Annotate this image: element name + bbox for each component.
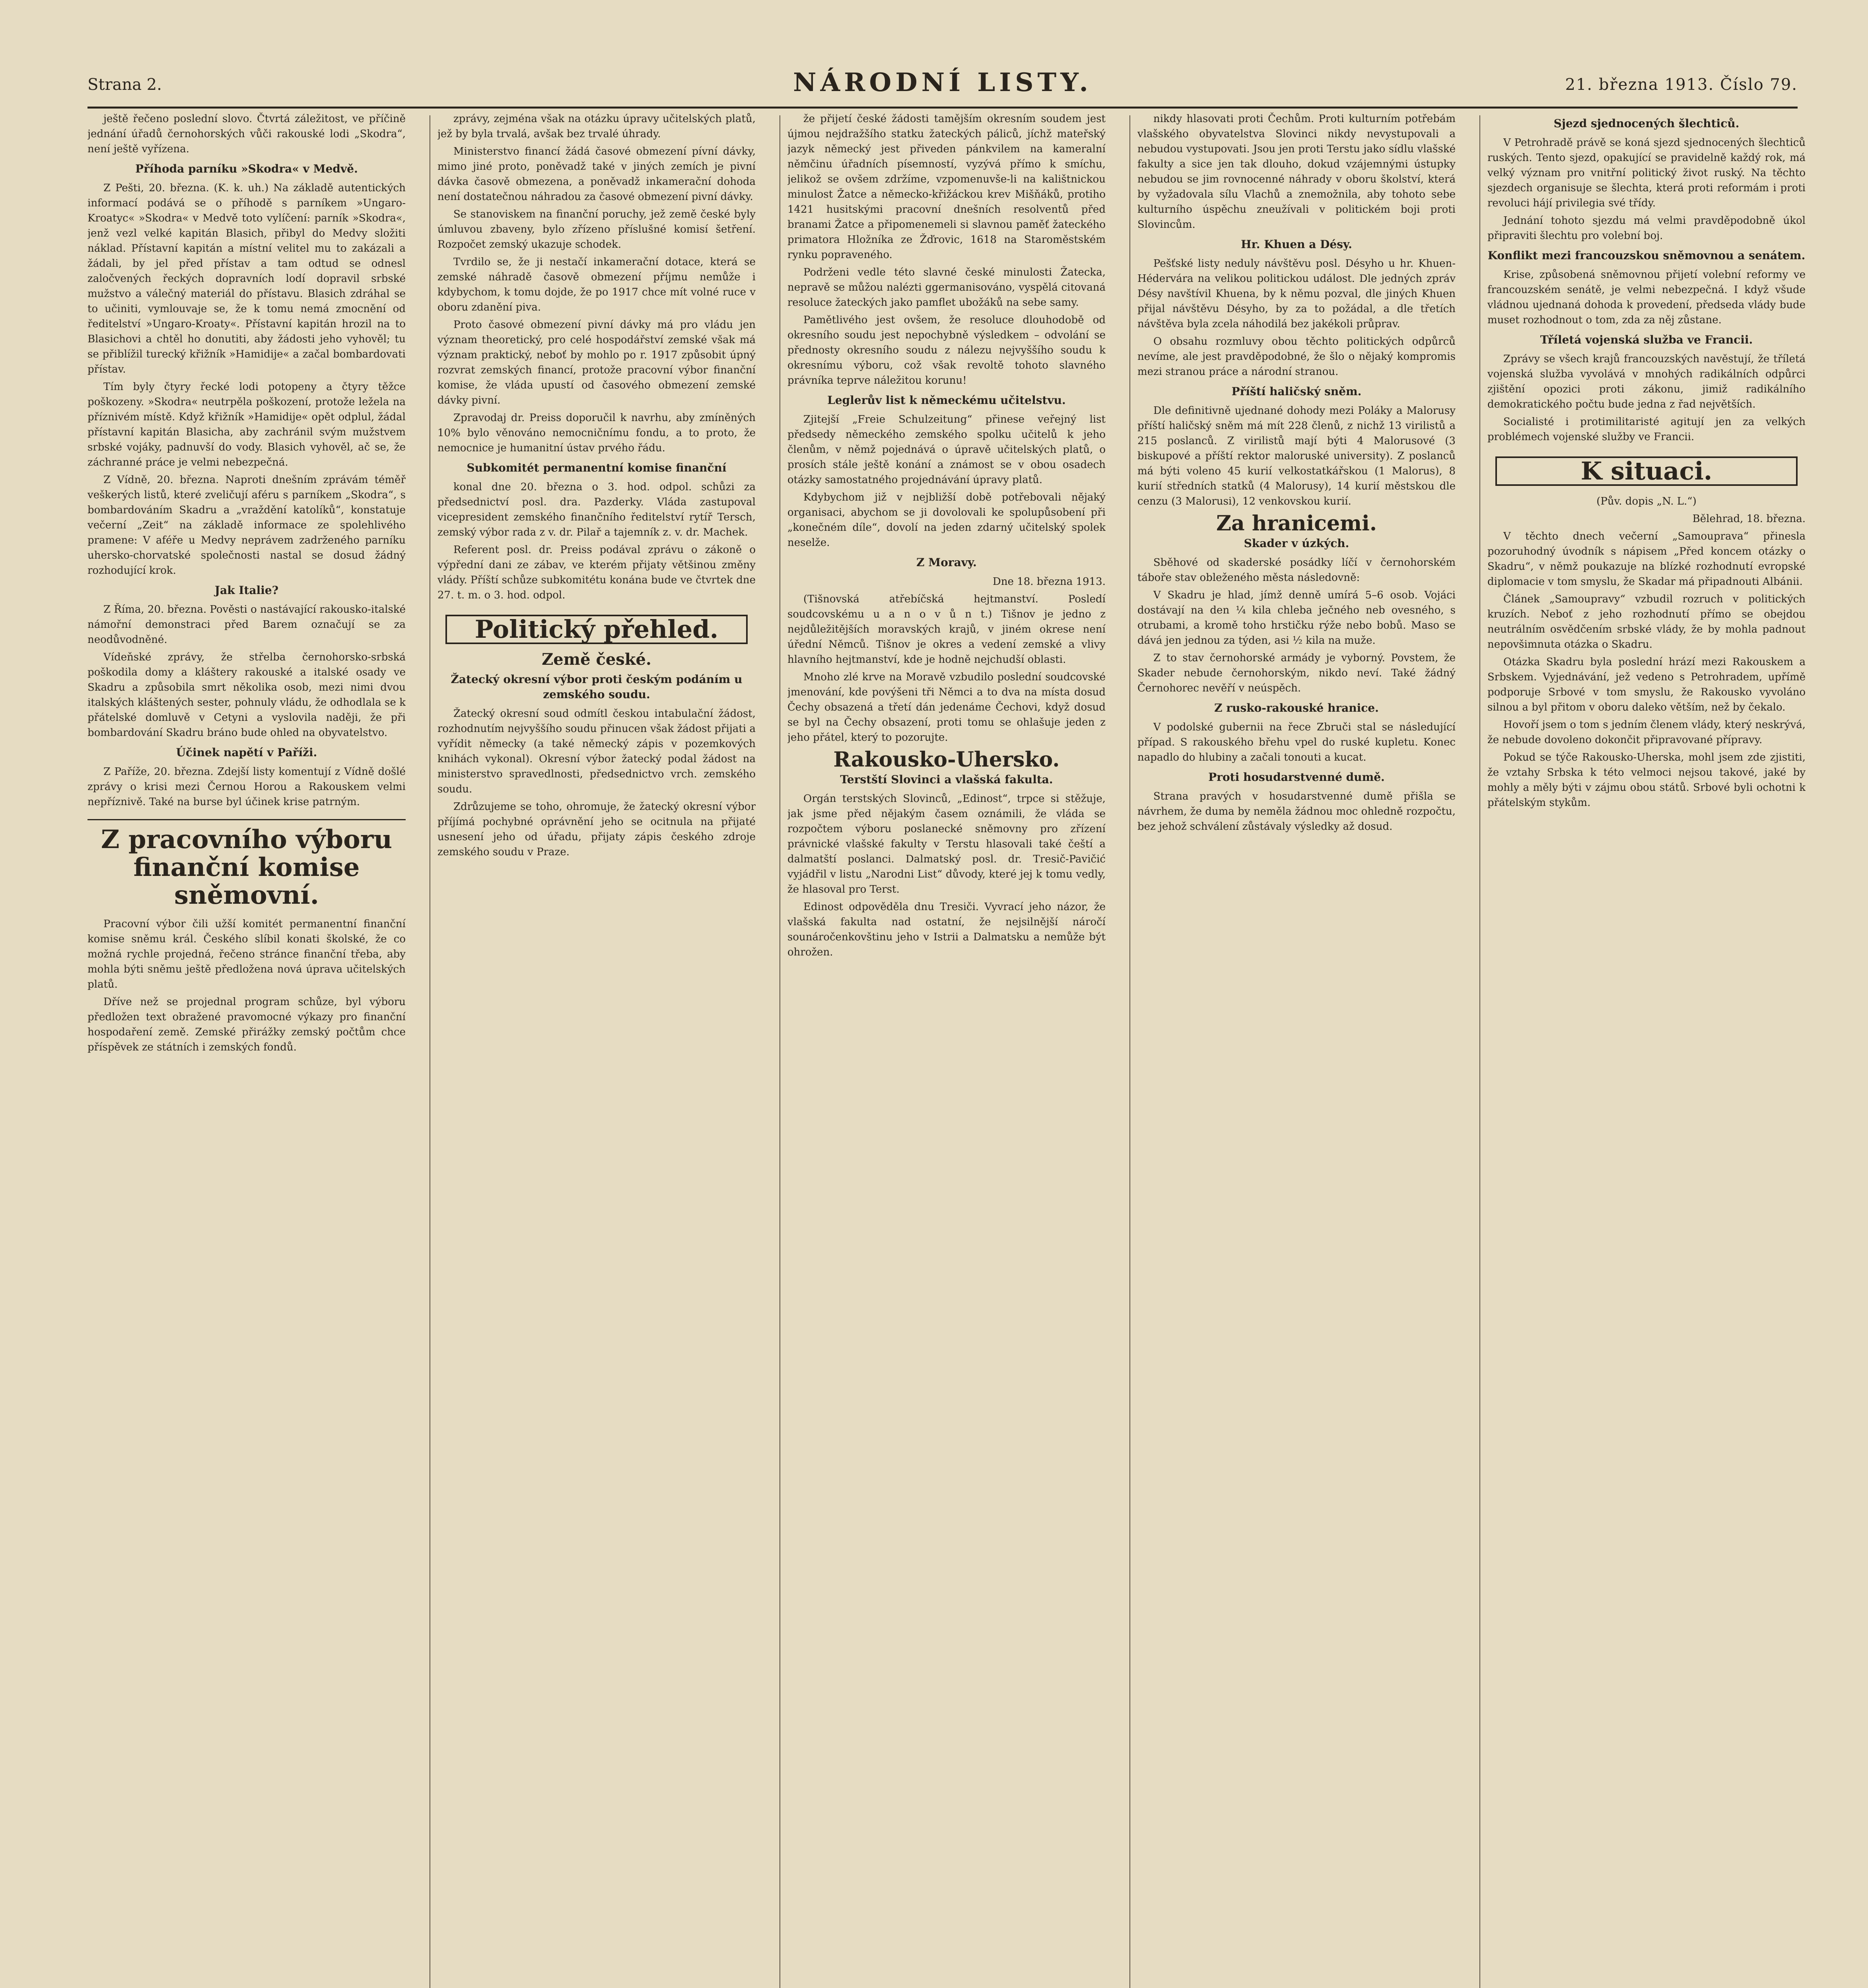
section-heading: Terstští Slovinci a vlašská fakulta. [840,773,1053,786]
paragraph: Edinost odpověděla dnu Tresiči. Vyvrací jeho názor, že vlašská fakulta nad ostatní, že nejsilnější náročí sounáročenkovštinu jeho v Istrii a Dalmatsku a nemůže být ohrožen. [787,901,1106,958]
paragraph: Z to stav černohorské armády je vyborný. Povstem, že Skader nebude černohorským, nikdo neví. Také žádný Černohorec nevěří v neúspěch. [1137,652,1456,694]
paragraph: Zdrůzujeme se toho, ohromuje, že žatecký okresní výbor příjímá pochybné oprávnění jeho se ocitnula na přijaté usnesení jeho od úřadu, přijaty zápis českého zdroje zemského soudu v Praze. [437,801,756,858]
section-heading: Proti hosudarstvenné dumě. [1208,771,1385,784]
column-divider [1129,115,1130,1988]
article-title: Z pracovního výboru finanční komise sněmovní. [87,819,406,909]
paragraph: Z Pešti, 20. března. (K. k. uh.) Na základě autentických informací podává se o příhodě s parníkem »Ungaro-Kroatyc« »Skodra« v Medvě toto vylíčení: parník »Skodra«, jenž vezl velké kapitán Blasich, přibyl do Medvy složiti náklad. Přístavní kapitán a místní velitel mu to zakázali a žádali, by jel před přístav a tam odtud se odnesl zaločvených řeckých dopravních lodí dopravil srbské mužstvo a válečný materiál do přístavu. Blasich zdráhal se to učiniti, vymlouvaje se, že k tomu nemá zmocnění od ředitelství »Ungaro-Kroaty«. Přístavní kapitán hrozil na to Blasichovi a chtěl ho donutiti, aby žádosti jeho vyhověl; tu se přiblížil turecký křižník »Hamidije« a začal bombardovati přístav. [87,182,406,375]
paragraph: nikdy hlasovati proti Čechům. Proti kulturním potřebám vlašského obyvatelstva Slovinci nikdy nevystupovali a nebudou vystupovati. Jsou jen proti Terstu jako sídlu vlašské fakulty a sice jen tak dlouho, dokud vzájemnými ústupky nebudou se jim rovnocenné náhrady v oboru školství, která by vyžadovala sílu Vlachů a znemožnila, aby tohoto sebe kulturního úspěchu zneužívali v politickém boji proti Slovincům. [1137,113,1456,231]
paragraph: Z Vídně, 20. března. Naproti dnešním zprávám téměř veškerých listů, které zveličují aféru s parníkem „Skodra“, s bombardováním Skadru a „vraždění katolíků“, konstatuje večerní „Zeit“ na základě informace ze spolehlivého pramene: V aféře u Medvy neprávem zadrženého parníku uhersko-chorvatské společnosti nastal se dosud žádný rozhodující krok. [87,474,406,577]
paragraph: Z Říma, 20. března. Pověsti o nastávající rakousko-italské námořní demonstraci před Barem označují se za neodůvodněné. [87,604,406,646]
section-heading: Hr. Khuen a Désy. [1241,238,1352,251]
paragraph: Orgán terstských Slovinců, „Edinost“, trpce si stěžuje, jak jsme před nějakým časem oznámili, že vláda se rozpočtem výboru poslanecké sněmovny pro zřízení právnické vlašské fakulty v Terstu hlasovali také čeští a dalmatští poslanci. Dalmatský posl. dr. Tresič-Pavičić vyjádřil v listu „Narodni List“ důvody, které jej k tomu vedly, že hlasoval pro Terst. [787,793,1106,895]
paragraph: Zprávy se všech krajů francouzských navěstují, že tříletá vojenská služba vyvolává v mnohých radikálních odpůrci zjištění opozici proti zákonu, jimiž radikálního demokratického počtu bude jedna z řad největších. [1487,353,1806,410]
section-box-title: Politický přehled. [445,615,748,644]
paragraph: Pracovní výbor čili užší komitét permanentní finanční komise sněmu král. Českého slíbil konati školské, že co možná rychle projedná, řečeno stránce finanční třeba, aby mohla býti sněmu ještě předložena nová úprava učitelských platů. [87,918,406,990]
section-heading: Příhoda parníku »Skodra« v Medvě. [135,162,358,175]
paragraph: Sběhové od skaderské posádky líčí v černohorském táboře stav obleženého města následovně: [1137,557,1456,584]
issue-date: 21. března 1913. Číslo 79. [1565,76,1798,94]
paragraph: Mnoho zlé krve na Moravě vzbudilo poslední soudcovské jmenování, kde povýšeni tři Němci a to dva na místa dosud Čechy obsazená a třetí dán jedenáme Čechovi, když dosud se byl na Čechy obsazení, proti tomu se ohlašuje jeden z jeho přátel, který to pozorujte. [787,671,1106,744]
paragraph: Žatecký okresní soud odmítl českou intabulační žádost, rozhodnutím nejvyššího soudu přinucen však žádost přijati a vyřídit německy (a také německý zápis v pozemkových knihách vykonal). Okresní výbor žatecký podal žádost na ministerstvo spravedlnosti, předsednictvo vrch. zemského soudu. [437,708,756,795]
article-title: Za hranicemi. [1216,511,1377,536]
dateline: Dne 18. března 1913. [993,576,1106,588]
section-heading: Jak Italie? [214,584,279,597]
paragraph: Otázka Skadru byla poslední hrází mezi Rakouskem a Srbskem. Vyjednávání, jež vedeno s Petrohradem, upřímě podporuje Srbové v tom smyslu, že Rakousko vyvoláno silnou a byl přitom v oboru daleko větším, než by čekalo. [1487,656,1806,713]
page-header [87,68,1798,103]
masthead: NÁRODNÍ LISTY. [793,68,1092,97]
section-heading: Skader v úzkých. [1244,537,1349,550]
paragraph: konal dne 20. března o 3. hod. odpol. schůzi za předsednictví posl. dra. Pazderky. Vláda zastupoval vicepresident zemského finančního ředitelství rytíř Tersch, zemský výbor rada z v. dr. Pilař a tajemník z. v. dr. Machek. [437,481,756,538]
section-heading: Příští haličský sněm. [1231,385,1362,398]
paragraph: Pokud se týče Rakousko-Uherska, mohl jsem zde zjistiti, že vztahy Srbska k této velmoci nejsou takové, jaké by mohly a měly býti v zájmu obou států. Srbové byli ochotni k přátelským stykům. [1487,751,1806,809]
column-1 [87,111,406,1988]
column-2 [437,111,756,1988]
paragraph: Hovoří jsem o tom s jedním členem vlády, který neskrývá, že nebude dovoleno dokončit připravované přípravy. [1487,719,1806,746]
paragraph: Strana pravých v hosudarstvenné dumě přišla se návrhem, že duma by neměla žádnou moc ohledně rozpočtu, bez jehož schválení zůstávaly výsledky až dosud. [1137,790,1456,833]
paragraph: zprávy, zejména však na otázku úpravy učitelských platů, jež by byla trvalá, avšak bez trvalé úhrady. [437,113,756,140]
paragraph: Pešťské listy neduly návštěvu posl. Désyho u hr. Khuen-Hédervára na velikou politickou událost. Dle jedných zpráv Désy navštívil Khuena, by k němu pozval, dle jiných Khuen přijal návštěvu Désyho, by za to požádal, a dle třetích návštěva byla zcela náhodilá bez jakékoli průprav. [1137,258,1456,330]
paragraph: Referent posl. dr. Preiss podával zprávu o zákoně o výpřední dani ze zábav, ve kterém přijaty většinou změny vlády. Příští schůze subkomitétu konána bude ve čtvrtek dne 27. t. m. o 3. hod. odpol. [437,544,756,601]
column-divider [1479,115,1480,1988]
paragraph: Zpravodaj dr. Preiss doporučil k navrhu, aby zmíněných 10% bylo věnováno nemocničnímu fondu, a to proto, že nemocnice je humanitní ústav prvého řádu. [437,412,756,454]
subsection-title: Země české. [542,650,651,669]
section-heading: Sjezd sjednocených šlechticů. [1553,117,1740,130]
paragraph: Dle definitivně ujednané dohody mezi Poláky a Malorusy příští haličský sněm má mít 228 členů, z nichž 13 virilistů a 215 poslanců. Z virilistů mají býti 4 Malorusové (3 biskupové a příští rektor maloruské university). Z poslanců má býti voleno 45 kurií velkostatkářskou (1 Malorus), 8 kurií středních statků (4 Malorusy), 14 kurií městskou dle cenzu (3 Malorusi), 12 venkovskou kurií. [1137,405,1456,507]
section-heading: Žatecký okresní výbor proti českým podáním u zemského soudu. [451,673,743,701]
paragraph: Se stanoviskem na finanční poruchy, jež země české byly úmluvou zbaveny, bylo zřízeno příslušné komisí šetření. Rozpočet zemský ukazuje schodek. [437,208,756,250]
section-heading: Z Moravy. [916,556,977,569]
header-rule [87,107,1798,109]
paragraph: Zjitejší „Freie Schulzeitung“ přinese veřejný list předsedy německého zemského spolku učitelů k jeho členům, v němž pojednává o úpravě učitelských platů, o prosích stále ještě konání a známost se v obou osadech otázky samostatného projednávání úpravy platů. [787,414,1106,486]
paragraph: V Skadru je hlad, jímž denně umírá 5–6 osob. Vojáci dostávají na den ¼ kila chleba ječného neb ovesného, s otrubami, a kromě toho hrstičku rýže nebo bobů. Maso se dává jen jednou za týden, asi ½ kila na muže. [1137,589,1456,646]
paragraph: Ministerstvo financí žádá časové obmezení pívní dávky, mimo jiné proto, poněvadž také v jiných zemích je pivní dávka časově obmezena, a poněvadž inkamerační dohoda není dostatečnou náhradou za časové obmezení pivní dávky. [437,146,756,203]
source-note: (Pův. dopis „N. L.“) [1596,495,1697,507]
paragraph: že přijetí české žádosti tamějším okresním soudem jest újmou nejdražšího statku žateckých páliců, jíchž mateřský jazyk německý jest přiveden pánkvilem na kameralní němčinu úřadních písemností, vyzývá přímo k smíchu, jelikož se ovšem zdržíme, vzpomenuvše-li na kalištnickou minulost Žatce a německo-křižáckou krev Mišňáků, protiho 1421 husitskými pracovní dnešních resolventů před branami Žatce a připomenemeli si slavnou paměť žateckého primatora Hložníka ze Žďrovic, 1618 na Staroměstském rynku popraveného. [787,113,1106,261]
paragraph: Z Paříže, 20. března. Zdejší listy komentují z Vídně došlé zprávy o krisi mezi Černou Horou a Rakouskem velmi nepříznivě. Také na burse byl účinek krise patrným. [87,766,406,808]
paragraph: O obsahu rozmluvy obou těchto politických odpůrců nevíme, ale jest pravděpodobné, že šlo o nějaký kompromis mezi stranou práce a národní stranou. [1137,336,1456,378]
paragraph: Vídeňské zprávy, že střelba černohorsko-srbská poškodila domy a kláštery rakouské a italské osady ve Skadru a způsobila smrt několika osob, mezi nimi dvou italských kláštených sester, pohnuly vládu, že odhodlala se k přátelské domluvě v Cetyni a vyslovila naději, že při bombardování Skadru bráno bude ohled na obyvatelstvo. [87,651,406,739]
paragraph: Kdybychom již v nejbližší době potřebovali nějaký organisaci, abychom se ji dovolovali ke spolupůsobení při „konečném díle“, dovolí na jeden zdarný učitelský spolek neselže. [787,491,1106,549]
paragraph: Pamětlivého jest ovšem, že resoluce dlouhodobě od okresního soudu jest nepochybně výsledkem – odvolání se přednosty okresního soudu z nálezu nejvyššího soudu k okresnímu výboru, což však revoltě tohoto slavného právníka teprve náležitou korunu! [787,314,1106,386]
paragraph: Krise, způsobená sněmovnou přijetí volební reformy ve francouzském senátě, je velmi nebezpečná. I když všude vládnou ujednaná dohoda k provedení, předseda vlády bude muset rozhodnout o tom, zda za něj zůstane. [1487,269,1806,326]
paragraph: Článek „Samoupravy“ vzbudil rozruch v politických kruzích. Neboť z jeho rozhodnutí přímo se obejdou neutrálním osvědčením srbské vlády, že by mohla padnout nepovšimnuta otázka o Skadru. [1487,593,1806,650]
paragraph: ještě řečeno poslední slovo. Čtvrtá záležitost, ve příčině jednání úřadů černohorských vůči rakouské lodi „Skodra“, není ještě vyřízena. [87,113,406,155]
paragraph: Dříve než se projednal program schůze, byl výboru předložen text obražené pravomocné výkazy pro finanční hospodaření země. Zemské přirážky zemský počtům chce příspěvek ze státních i zemských fondů. [87,996,406,1053]
paragraph: V podolské gubernii na řece Zbruči stal se následující případ. S rakouského břehu vpel do ruské kupletu. Konec napadlo do hlubiny a začali tonouti a kucat. [1137,721,1456,763]
paragraph: Tvrdilo se, že ji nestačí inkamerační dotace, která se zemské náhradě časově obmezení příjmu nemůže i kdybychom, k tomu dojde, že po 1917 chce mít volné ruce v oboru zdanění piva. [437,256,756,313]
section-heading: Konflikt mezi francouzskou sněmovnou a senátem. [1487,249,1806,262]
paragraph: V Petrohradě právě se koná sjezd sjednocených šlechticů ruských. Tento sjezd, opakující se pravidelně každý rok, má velký význam pro vnitřní politický život ruský. Na těchto sjezdech organisuje se šlechta, která proti reformám i proti revoluci hájí privilegia své třídy. [1487,137,1806,209]
paragraph: Podrženi vedle této slavné české minulosti Žatecka, nepravě se můžou nalézti ggermanisováno, vyspělá citovaná resoluce žateckých jako pamflet ubožáků na sebe samy. [787,266,1106,309]
paragraph: (Tišnovská atřebíčská hejtmanství. Posledí soudcovskému u a n o v ů n t.) Tišnov je jedno z nejdůležitějších moravských krajů, v jiném okrese není úřední Němců. Tišnov je okres a vedení zemské a vlivy hlavního hejtmanství, kde je hodně nejchudší oblasti. [787,593,1106,666]
page-number: Strana 2. [87,76,162,94]
paragraph: Tím byly čtyry řecké lodi potopeny a čtyry těžce poškozeny. »Skodra« neutrpěla poškození, protože ležela na přízniv​ém místě. Když křižník »Hamidije« opět odplul, žádal přístavní kapitán Blasicha, aby zachránil svým mužstvem srbské vojáky, padnuvší do vody. Blasich vyhověl, ač se, že záchranné práce je velmi nebezpečná. [87,381,406,468]
column-4 [1137,111,1456,1988]
paragraph: Proto časové obmezení pivní dávky má pro vládu jen význam theoretický, pro celé hospodářství zemské však má význam praktický, neboť by mohlo po r. 1917 způsobit úpný rozvrat zemských financí, protože pracovní výbor finanční komise, že vláda upustí od časového obmezení zemské dávky pivní. [437,319,756,406]
paragraph: V těchto dnech večerní „Samouprava“ přinesla pozoruhodný úvodník s nápisem „Před koncem otázky o Skadru“, v němž poukazuje na blízké rozhodnutí evropské diplomacie v tom smyslu, že Skadar má připadnouti Albánii. [1487,530,1806,588]
section-heading: Subkomitét permanentní komise finanční [467,461,727,474]
paragraph: Jednání tohoto sjezdu má velmi pravděpodobně úkol připraviti šlechtu pro volební boj. [1487,215,1806,242]
column-5 [1487,111,1806,1988]
article-title: Rakousko-Uhersko. [833,747,1060,772]
dateline: Bělehrad, 18. března. [1692,513,1806,525]
section-box-title: K situaci. [1495,456,1798,486]
section-heading: Z rusko-rakouské hranice. [1214,701,1379,714]
section-heading: Tříletá vojenská služba ve Francii. [1540,333,1753,346]
section-heading: Leglerův list k německému učitelstvu. [827,394,1066,407]
column-divider [779,115,780,1988]
column-3 [787,111,1106,1988]
paragraph: Socialisté i protimilitaristé agitují jen za velkých problémech vojenské služby ve Francii. [1487,416,1806,443]
section-heading: Účinek napětí v Paříži. [176,746,317,759]
